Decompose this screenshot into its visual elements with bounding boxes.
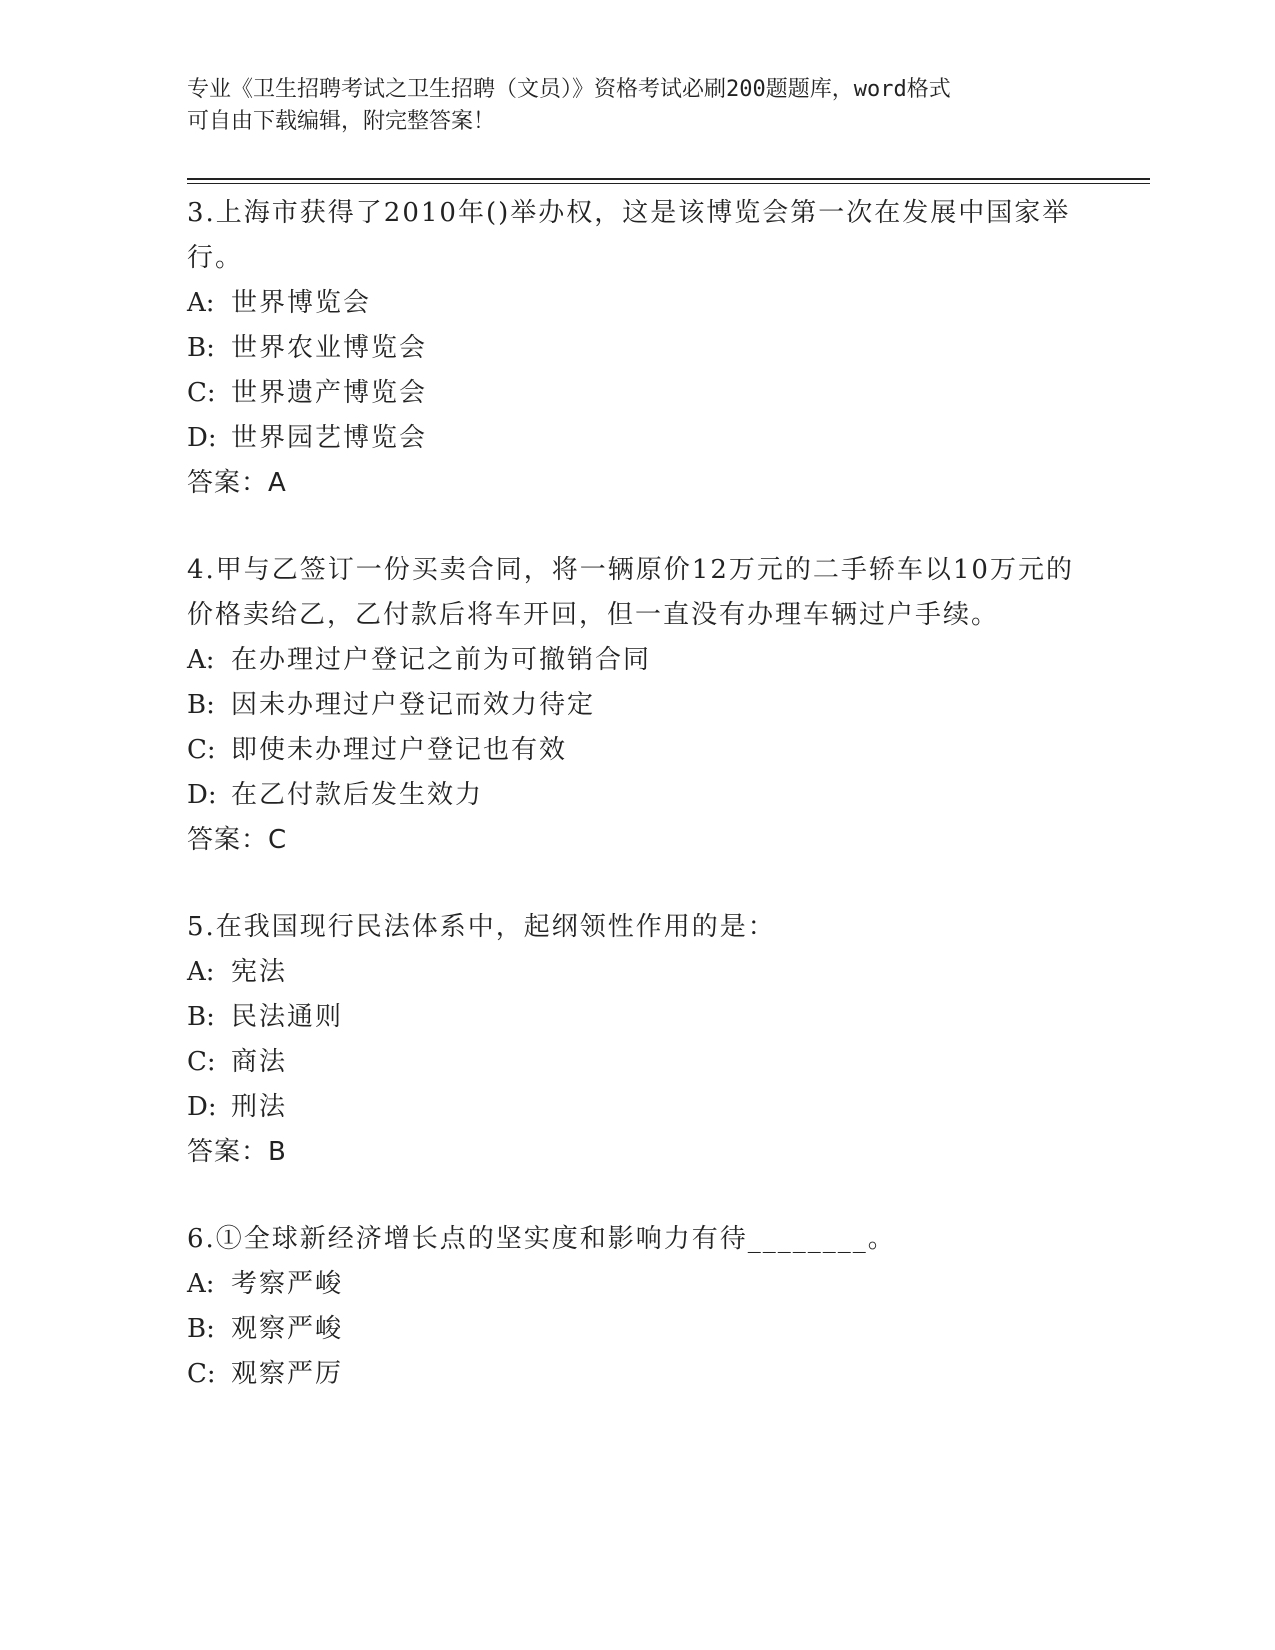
option-letter: B: [187,690,215,720]
option-text: 考察严峻 [231,1269,344,1299]
option-text: 宪法 [231,957,288,987]
option-letter: C: [187,735,216,765]
option-d [187,773,1087,818]
option-letter: B: [187,1002,215,1032]
option-c [187,1040,1087,1085]
option-letter: D: [187,780,217,810]
option-a [187,281,1087,326]
header-divider [187,178,1150,184]
answer-line: 答案：B [187,1137,287,1167]
question-3 [187,191,1087,506]
option-a [187,638,1087,683]
option-text: 在办理过户登记之前为可撤销合同 [231,645,652,675]
header-line-1: 专业《卫生招聘考试之卫生招聘（文员）》资格考试必刷200题题库，word格式 [187,77,951,102]
option-text: 世界遗产博览会 [231,378,428,408]
question-stem: 3.上海市获得了2010年()举办权，这是该博览会第一次在发展中国家举行。 [187,198,1071,273]
question-stem: 5.在我国现行民法体系中，起纲领性作用的是： [187,912,776,942]
option-text: 即使未办理过户登记也有效 [231,735,568,765]
option-c [187,728,1087,773]
option-letter: C: [187,378,216,408]
option-letter: C: [187,1047,216,1077]
option-letter: A: [187,1269,215,1299]
option-letter: B: [187,333,215,363]
option-b [187,995,1087,1040]
option-text: 观察严厉 [231,1359,344,1389]
option-d [187,416,1087,461]
option-text: 民法通则 [231,1002,344,1032]
option-text: 因未办理过户登记而效力待定 [231,690,596,720]
header-line-2: 可自由下载编辑，附完整答案！ [187,109,496,134]
option-text: 刑法 [231,1092,288,1122]
option-c [187,1352,1087,1397]
option-b [187,1307,1087,1352]
answer-line: 答案：C [187,825,288,855]
question-list [187,191,1087,1439]
option-c [187,371,1087,416]
option-text: 商法 [231,1047,288,1077]
question-6 [187,1217,1087,1397]
option-letter: A: [187,957,215,987]
question-5 [187,905,1087,1175]
document-header [187,74,1067,138]
option-text: 世界园艺博览会 [231,423,428,453]
question-4 [187,548,1087,863]
option-a [187,1262,1087,1307]
option-text: 观察严峻 [231,1314,344,1344]
question-stem: 6.①全球新经济增长点的坚实度和影响力有待________。 [187,1224,896,1254]
option-b [187,326,1087,371]
option-letter: A: [187,288,215,318]
option-b [187,683,1087,728]
answer-line: 答案：A [187,468,287,498]
option-text: 在乙付款后发生效力 [231,780,484,810]
option-a [187,950,1087,995]
option-letter: C: [187,1359,216,1389]
option-letter: A: [187,645,215,675]
option-text: 世界博览会 [231,288,372,318]
question-stem: 4.甲与乙签订一份买卖合同，将一辆原价12万元的二手轿车以10万元的价格卖给乙，乙付款后将车开回，但一直没有办理车辆过户手续。 [187,555,1074,630]
option-letter: D: [187,423,217,453]
option-text: 世界农业博览会 [231,333,428,363]
option-d [187,1085,1087,1130]
option-letter: B: [187,1314,215,1344]
option-letter: D: [187,1092,217,1122]
